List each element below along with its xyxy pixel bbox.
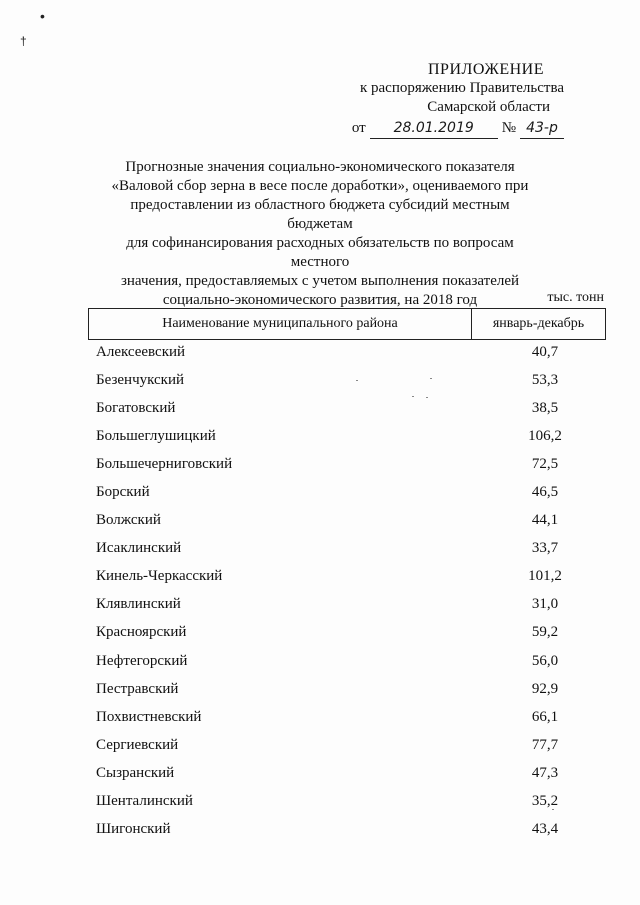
heading-line: значения, предоставляемых с учетом выполнения показателей — [120, 273, 520, 289]
number-label: № — [501, 120, 516, 136]
table-row — [88, 507, 604, 535]
scan-speck — [426, 397, 428, 398]
heading-line: предоставлении из областного бюджета субсидий местным бюджетам — [130, 197, 510, 232]
annex-header — [352, 60, 564, 139]
district-value: 72,5 — [531, 455, 559, 472]
from-label: от — [351, 120, 366, 136]
table-row — [88, 338, 604, 366]
district-name: Красноярский — [96, 624, 187, 641]
district-name: Алексеевский — [96, 343, 186, 360]
table-row — [88, 647, 604, 675]
scan-speck — [552, 809, 554, 810]
heading-line: для софинансирования расходных обязательств по вопросам местного — [126, 235, 514, 270]
number-field — [520, 119, 564, 139]
district-value: 40,7 — [531, 343, 559, 360]
annex-date-number-line — [352, 119, 564, 139]
scan-mark: † — [20, 34, 27, 48]
district-value: 43,4 — [531, 821, 559, 838]
scan-speck — [356, 380, 358, 381]
table-row — [88, 478, 604, 506]
heading-line: Прогнозные значения социально-экономического показателя — [125, 159, 515, 175]
column-header-period: январь-декабрь — [492, 316, 585, 331]
table-row — [88, 788, 604, 816]
annex-region-line: Самарской области — [427, 99, 550, 115]
scan-mark: • — [40, 8, 45, 24]
table-row — [88, 619, 604, 647]
district-value: 31,0 — [531, 596, 559, 613]
district-value: 47,3 — [531, 764, 559, 781]
district-name: Борский — [96, 484, 150, 501]
district-value: 92,9 — [531, 680, 559, 697]
handwritten-number: 43-р — [526, 120, 558, 136]
district-name: Нефтегорский — [96, 652, 188, 669]
district-value: 46,5 — [531, 484, 559, 501]
heading-line: социально-экономического развития, на 2018 год — [162, 292, 478, 308]
district-value: 59,2 — [531, 624, 559, 641]
district-name: Шенталинский — [96, 793, 193, 810]
table-body — [88, 338, 604, 844]
table-row — [88, 675, 604, 703]
scan-speck — [412, 396, 414, 397]
district-name: Исаклинский — [96, 540, 182, 557]
table-row — [88, 816, 604, 844]
date-field — [370, 119, 498, 139]
heading-line: «Валовой сбор зерна в весе после доработки», оцениваемого при — [111, 178, 529, 194]
district-value: 35,2 — [531, 793, 559, 810]
district-name: Волжский — [96, 512, 161, 529]
table-row — [88, 535, 604, 563]
column-header-district: Наименование муниципального района — [89, 309, 472, 339]
district-name: Сызранский — [96, 764, 175, 781]
table-row — [88, 450, 604, 478]
district-value: 53,3 — [531, 371, 559, 388]
district-name: Сергиевский — [96, 736, 179, 753]
table-row — [88, 759, 604, 787]
annex-order-line: к распоряжению Правительства — [359, 80, 564, 96]
district-name: Богатовский — [96, 399, 176, 416]
district-value: 33,7 — [531, 540, 559, 557]
table-row — [88, 394, 604, 422]
unit-label: тыс. тонн — [547, 290, 604, 305]
table-row — [88, 422, 604, 450]
document-heading — [100, 158, 540, 310]
district-name: Большечерниговский — [96, 455, 233, 472]
district-name: Кинель-Черкасский — [96, 568, 223, 585]
district-name: Пестравский — [96, 680, 179, 697]
table-row — [88, 563, 604, 591]
table-row — [88, 366, 604, 394]
table-row — [88, 731, 604, 759]
table-header — [88, 308, 606, 340]
annex-title: ПРИЛОЖЕНИЕ — [427, 61, 544, 78]
table-row — [88, 703, 604, 731]
district-value: 77,7 — [531, 736, 559, 753]
district-name: Безенчукский — [96, 371, 185, 388]
district-value: 106,2 — [528, 427, 562, 444]
scan-speck — [430, 378, 432, 379]
district-value: 38,5 — [531, 399, 559, 416]
district-name: Клявлинский — [96, 596, 181, 613]
handwritten-date: 28.01.2019 — [393, 120, 474, 136]
district-value: 56,0 — [531, 652, 559, 669]
district-name: Шигонский — [96, 821, 171, 838]
table-row — [88, 591, 604, 619]
district-name: Похвистневский — [96, 708, 202, 725]
district-value: 44,1 — [531, 512, 559, 529]
district-name: Большеглушицкий — [96, 427, 216, 444]
district-value: 101,2 — [528, 568, 562, 585]
district-value: 66,1 — [531, 708, 559, 725]
